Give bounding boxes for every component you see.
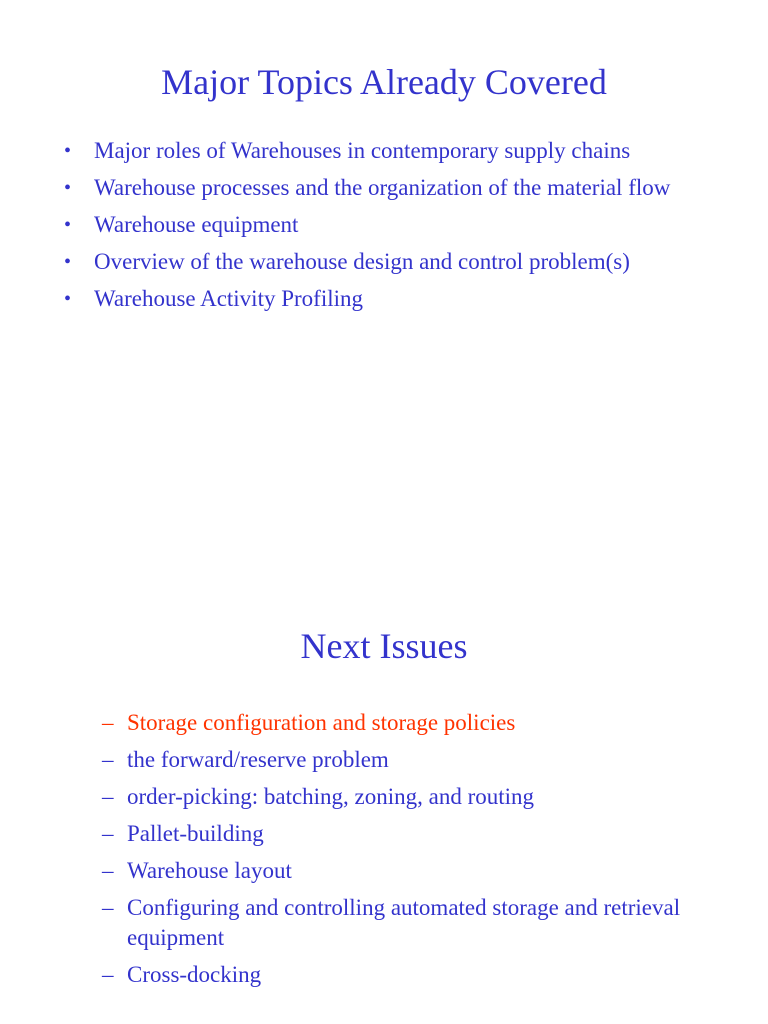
list-item [100, 856, 700, 886]
dash-icon: – [102, 962, 114, 987]
dash-icon: – [102, 858, 114, 883]
list-item-text: Warehouse layout [127, 858, 292, 883]
list-item-text: Cross-docking [127, 962, 262, 987]
bullet-icon: • [64, 251, 72, 273]
list-item-text: Warehouse processes and the organization of the material flow [94, 175, 671, 200]
list-item [62, 136, 712, 166]
slide-title: Major Topics Already Covered [161, 62, 607, 102]
list-item [62, 173, 712, 203]
list-item-text: Configuring and controlling automated storage and retrieval equipment [127, 895, 681, 950]
list-item-text: Pallet-building [127, 821, 264, 846]
list-item-text: Overview of the warehouse design and control problem(s) [94, 249, 630, 274]
list-item-highlighted [100, 708, 700, 738]
list-item [100, 960, 700, 990]
list-item [100, 745, 700, 775]
bullet-icon: • [64, 288, 72, 310]
dash-icon: – [102, 710, 114, 735]
slide-title: Next Issues [300, 626, 468, 666]
list-item-text: the forward/reserve problem [127, 747, 389, 772]
list-item-text: Warehouse Activity Profiling [94, 286, 363, 311]
bullet-icon: • [64, 140, 72, 162]
list-item-text: Storage configuration and storage policies [127, 710, 516, 735]
list-item-text: Warehouse equipment [94, 212, 299, 237]
list-item [62, 284, 712, 314]
dash-icon: – [102, 895, 114, 920]
bullet-icon: • [64, 177, 72, 199]
list-item [62, 210, 712, 240]
list-item [100, 819, 700, 849]
list-item [100, 893, 700, 953]
list-item [100, 782, 700, 812]
covered-topics-list [62, 136, 712, 321]
dash-icon: – [102, 747, 114, 772]
list-item [62, 247, 712, 277]
bullet-icon: • [64, 214, 72, 236]
list-item-text: order-picking: batching, zoning, and routing [127, 784, 535, 809]
dash-icon: – [102, 784, 114, 809]
dash-icon: – [102, 821, 114, 846]
slide-next-issues [0, 512, 768, 1024]
list-item-text: Major roles of Warehouses in contemporary supply chains [94, 138, 631, 163]
next-issues-list [100, 708, 700, 997]
